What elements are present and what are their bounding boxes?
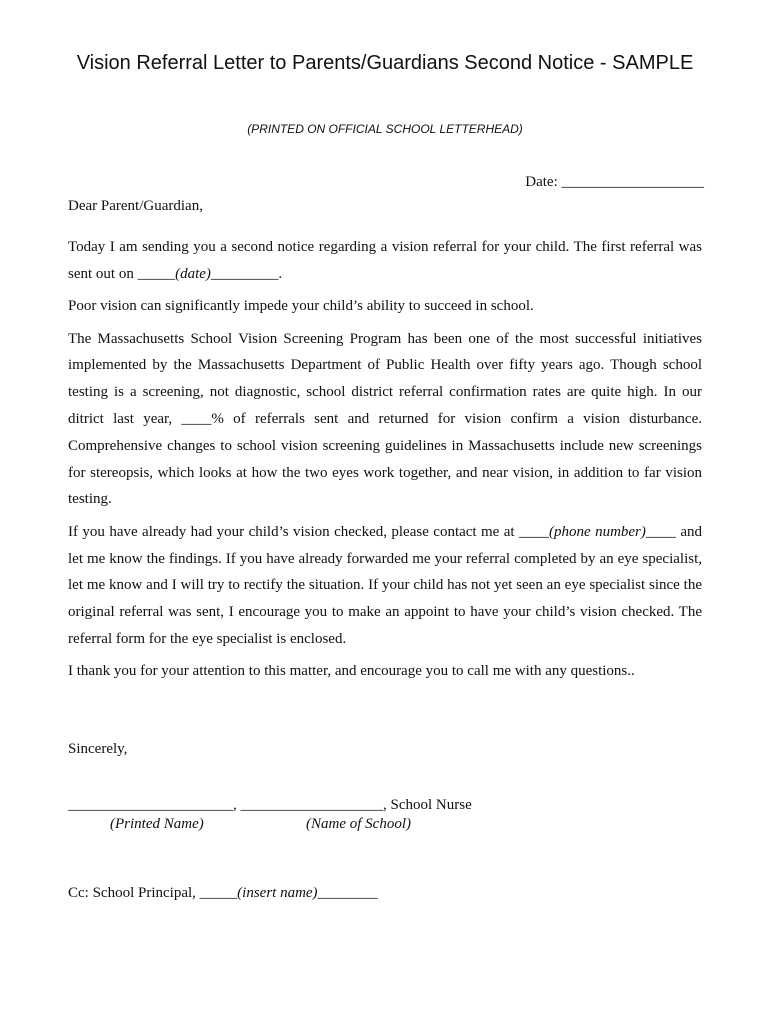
paragraph-poor-vision: Poor vision can significantly impede your child’s ability to succeed in school.	[68, 298, 534, 315]
closing: Sincerely,	[68, 741, 128, 757]
salutation: Dear Parent/Guardian,	[68, 198, 203, 214]
signature-line: ______________________, ___________________, School Nurse	[68, 797, 472, 813]
principal-name-placeholder: (insert name)	[237, 885, 318, 901]
letter-body	[68, 234, 702, 685]
paragraph-first-referral	[68, 234, 702, 288]
date-blank: ___________________	[561, 174, 704, 190]
cc-line	[68, 884, 378, 902]
paragraph-contact	[68, 519, 702, 653]
paragraph-text: ____ and let me know the findings. If you have already forwarded me your referral completed by an eye specialist, let me know and I will try to rectify the situation. If your child has not yet seen an eye specialist since the original referral was sent, I encourage you to make an appoint to have your child’s vision checked. The referral form for the eye specialist is enclosed.	[68, 523, 702, 647]
paragraph-thanks: I thank you for your attention to this matter, and encourage you to call me with any questions..	[68, 663, 635, 680]
paragraph-text: Today I am sending you a second notice regarding a vision referral for your child. The first referral was sent out on _____	[68, 239, 702, 282]
paragraph-screening-program: The Massachusetts School Vision Screening Program has been one of the most successful initiatives implemented by the Massachusetts Department of Public Health over fifty years ago. Though school testing is a screening, not diagnostic, school district referral confirmation rates are quite high. In our ditrict last year, ____% of referrals sent and returned for vision confirm a vision disturbance. Comprehensive changes to school vision screening guidelines in Massachusetts include new screenings for stereopsis, which looks at how the two eyes work together, and near vision, in addition to far vision testing.	[68, 330, 702, 508]
date-line	[525, 173, 704, 191]
school-name-caption: (Name of School)	[306, 816, 411, 832]
printed-name-caption: (Printed Name)	[110, 816, 204, 832]
cc-text: Cc: School Principal, _____	[68, 885, 238, 901]
cc-text: ________	[317, 885, 378, 901]
phone-placeholder: (phone number)	[549, 523, 646, 540]
letterhead-note: (PRINTED ON OFFICIAL SCHOOL LETTERHEAD)	[247, 122, 523, 136]
paragraph-text: _________.	[210, 265, 283, 282]
document-title: Vision Referral Letter to Parents/Guardians Second Notice - SAMPLE	[76, 52, 694, 74]
date-label: Date:	[525, 174, 558, 190]
paragraph-text: If you have already had your child’s vision checked, please contact me at ____	[68, 523, 549, 540]
date-placeholder: (date)	[175, 265, 211, 282]
